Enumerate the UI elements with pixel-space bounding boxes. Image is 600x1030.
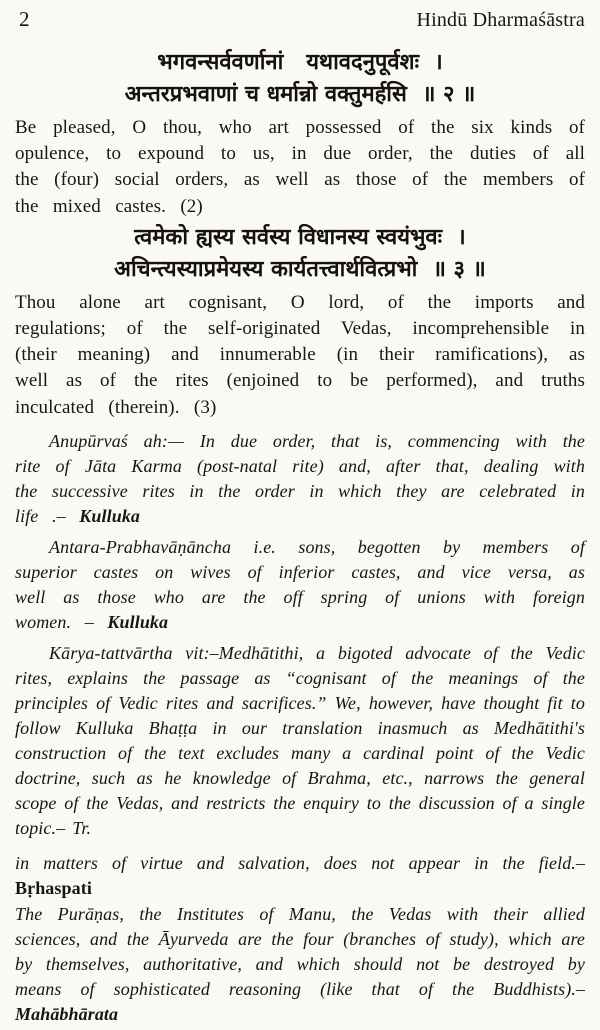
- commentary-author: Bṛhaspati: [15, 877, 92, 898]
- verse-line: त्वमेको ह्यस्य सर्वस्य विधानस्य स्वयंभुवः ।: [134, 224, 466, 250]
- commentary-body: Kārya-tattvārtha vit:–Medhātithi, a bigoted advocate of the Vedic rites, explains the passage as “cognisant of the meanings of the principles of Vedic rites and sacrifices.” We, however, have thought fit to follow Kulluka Bhaṭṭa in our translation inasmuch as Medhātithi's construction of the text excludes many a cardinal point of the Vedic doctrine, such as he knowledge of Brahma, etc., narrows the general scope of the Vedas, and restricts the enquiry to the discussion of a single topic.– Tr.: [15, 642, 585, 838]
- sanskrit-verse-3: [15, 222, 585, 286]
- verse-line: अन्तरप्रभवाणां च धर्मान्नो वक्तुमर्हसि ॥ २ ॥: [124, 82, 476, 107]
- translation-verse-3: Thou alone art cognisant, O lord, of the imports and regulations; of the self-originated Vedas, incomprehensible in (their meaning) and innumerable (in their ramifications), as well as of the rites (enjoined to be performed), and truths inculcated (therein). (3): [15, 291, 585, 418]
- commentary-author: Kulluka: [107, 611, 169, 632]
- commentary-body: The Purāṇas, the Institutes of Manu, the Vedas with their allied sciences, and the Āyurveda are the four (branches of study), which are by themselves, authoritative, and which should not be destroyed by means of sophisticated reasoning (like that of the Buddhists).–: [15, 903, 585, 999]
- commentary-anupurvasah: [15, 429, 585, 529]
- sanskrit-verse-2: [15, 47, 585, 111]
- commentary-body: Anupūrvaś ah:— In due order, that is, commencing with the rite of Jāta Karma (post-natal rite) and, after that, dealing with the successive rites in the order in which they are celebrated in life .–: [15, 430, 585, 526]
- commentary-karya-tattvartha: [15, 641, 585, 841]
- commentary-author: Mahābhārata: [15, 1003, 119, 1024]
- commentary-brhaspati-note: [15, 851, 585, 901]
- commentary-author: Kulluka: [79, 505, 141, 526]
- verse-line: भगवन्सर्ववर्णानां यथावदनुपूर्वशः ।: [157, 50, 443, 75]
- page-header: [15, 6, 585, 33]
- commentary-mahabharata-note: [15, 902, 585, 1027]
- running-title: Hindū Dharmaśāstra: [416, 9, 585, 31]
- translation-verse-2: Be pleased, O thou, who art possessed of the six kinds of opulence, to expound to us, in due order, the duties of all the (four) social orders, as well as those of the members of the mixed castes. (2): [15, 117, 585, 217]
- verse-line: अचिन्त्यस्याप्रमेयस्य कार्यतत्त्वार्थवित्प्रभो ॥ ३ ॥: [114, 256, 486, 282]
- commentary-antara-prabhavanancha: [15, 535, 585, 635]
- page-number: 2: [19, 7, 30, 31]
- commentary-body: in matters of virtue and salvation, does not appear in the field.–: [15, 852, 585, 873]
- commentary-body: Antara-Prabhavāṇāncha i.e. sons, begotten by members of superior castes on wives of inferior castes, and vice versa, as well as those who are the off spring of unions with foreign women. –: [15, 536, 585, 632]
